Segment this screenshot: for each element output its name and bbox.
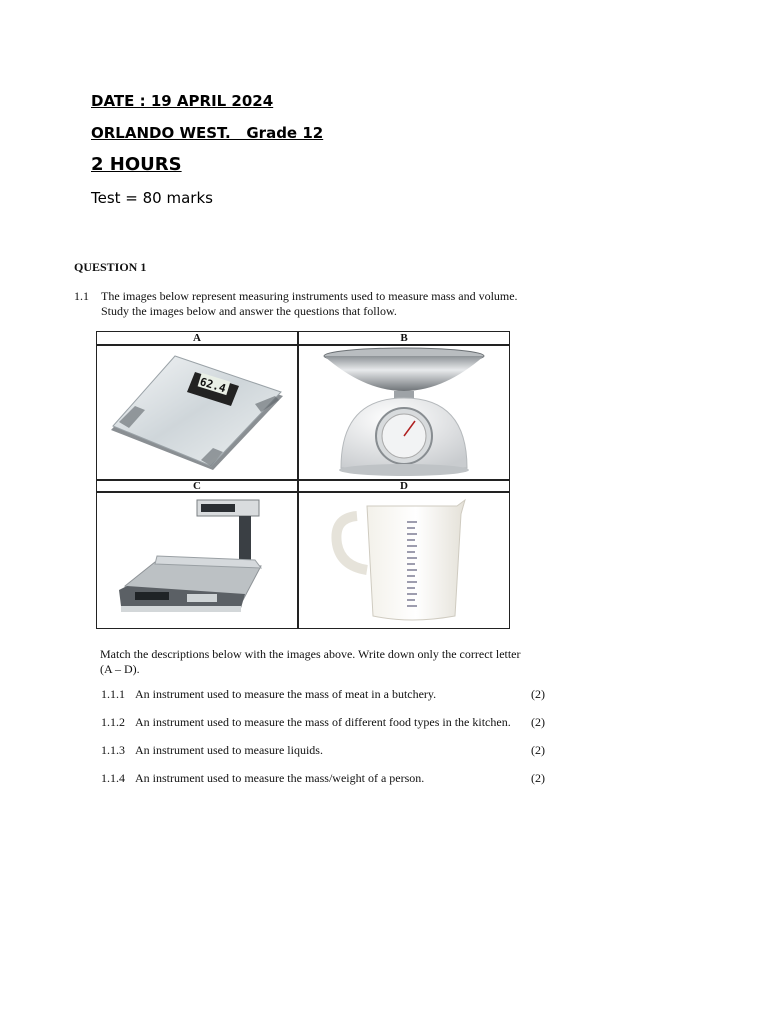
school-grade: ORLANDO WEST. Grade 12 [91, 124, 324, 142]
item-text: An instrument used to measure the mass of different food types in the kitchen. [135, 715, 511, 729]
label-b: B [400, 332, 408, 344]
item-number: 1.1.2 [101, 715, 125, 729]
question-item [101, 715, 511, 730]
question-scan [70, 250, 570, 830]
test-total-marks: Test = 80 marks [91, 189, 213, 207]
instrument-image-grid [96, 331, 510, 629]
question-intro-line2: Study the images below and answer the questions that follow. [101, 304, 397, 318]
bathroom-scale-image [105, 352, 285, 474]
item-text: An instrument used to measure the mass/weight of a person. [135, 771, 425, 785]
match-instruction-line2: (A – D). [100, 662, 140, 676]
item-text: An instrument used to measure liquids. [135, 743, 323, 757]
test-duration: 2 HOURS [91, 154, 182, 175]
kitchen-scale-image [319, 346, 489, 478]
item-marks: (2) [531, 715, 545, 729]
question-item [101, 771, 424, 786]
item-marks: (2) [531, 743, 545, 757]
question-intro-line1: The images below represent measuring instruments used to measure mass and volume. [101, 289, 518, 303]
item-number: 1.1.1 [101, 687, 125, 701]
question-item [101, 687, 436, 702]
measuring-jug-image [327, 496, 487, 624]
label-c: C [193, 480, 201, 492]
match-instruction-line1: Match the descriptions below with the images above. Write down only the correct letter [100, 647, 521, 661]
item-number: 1.1.3 [101, 743, 125, 757]
item-marks: (2) [531, 687, 545, 701]
question-number: 1.1 [74, 289, 89, 303]
label-d: D [400, 480, 408, 492]
butcher-scale-image [115, 496, 265, 624]
item-number: 1.1.4 [101, 771, 125, 785]
scale-display-digits: 62.4 [198, 375, 228, 396]
item-text: An instrument used to measure the mass of meat in a butchery. [135, 687, 437, 701]
label-a: A [193, 332, 201, 344]
question-title: QUESTION 1 [74, 260, 147, 274]
item-marks: (2) [531, 771, 545, 785]
question-item [101, 743, 323, 758]
test-date: DATE : 19 APRIL 2024 [91, 92, 274, 110]
